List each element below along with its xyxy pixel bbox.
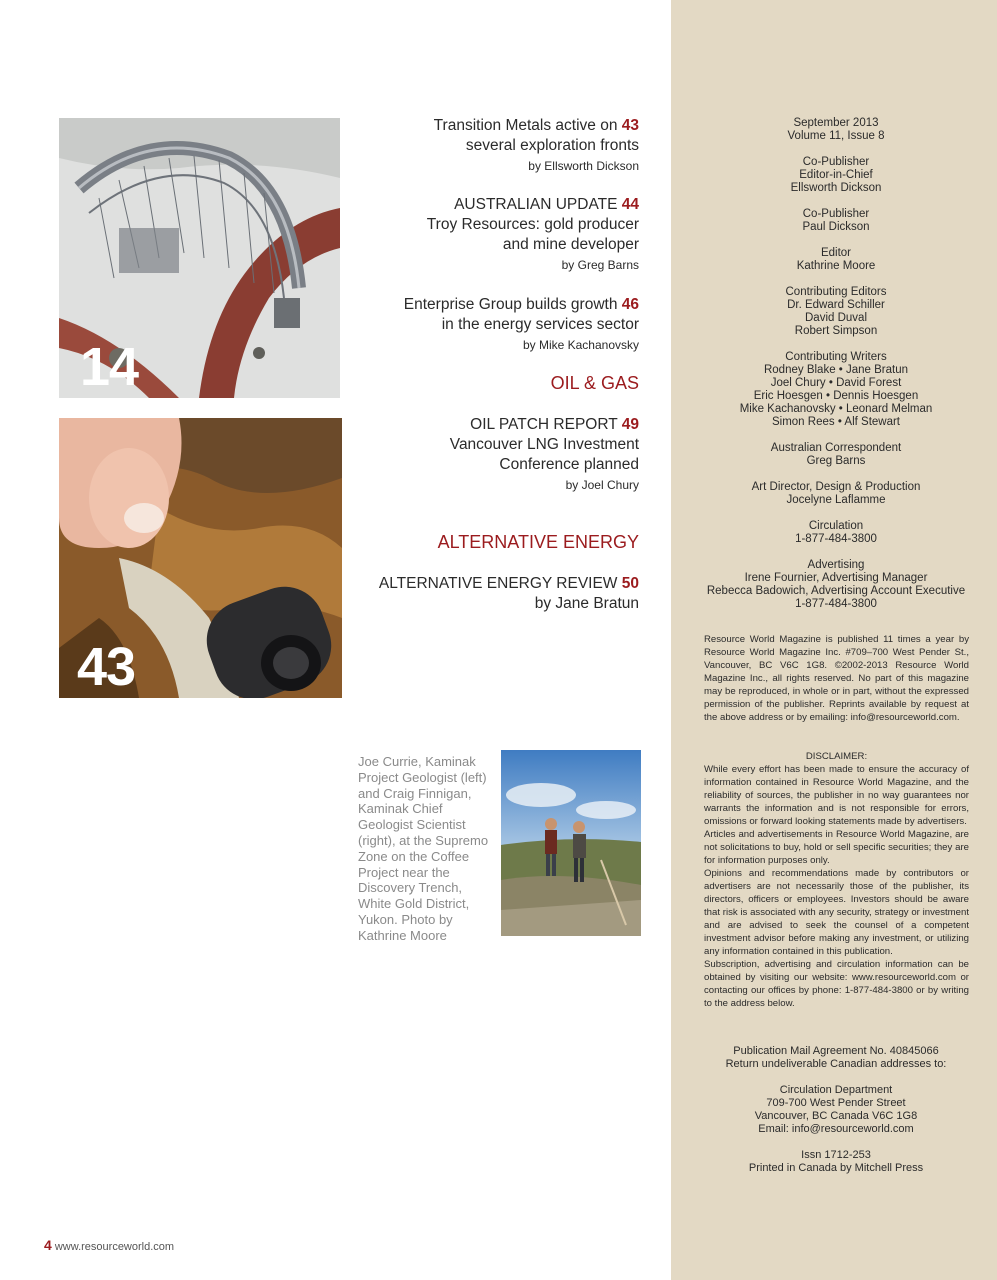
role: Editor-in-Chief [799, 169, 873, 181]
toc-title-text: Transition Metals active on [433, 117, 622, 134]
section-heading-alternative-energy: ALTERNATIVE ENERGY [437, 532, 639, 552]
toc-title [360, 295, 639, 315]
circulation-department-address [700, 1084, 972, 1136]
toc-item-transition-metals[interactable] [360, 116, 639, 174]
role: Co-Publisher [802, 208, 870, 220]
toc-item-enterprise-group[interactable] [360, 295, 639, 353]
masthead-australian-correspondent [700, 442, 972, 468]
printer-credit: Printed in Canada by Mitchell Press [748, 1162, 924, 1174]
toc-byline: by Ellsworth Dickson [528, 159, 639, 173]
person-name: Greg Barns [806, 455, 866, 467]
toc-byline: by Joel Chury [565, 478, 639, 492]
person-names: Eric Hoesgen • Dennis Hoesgen [753, 390, 919, 402]
masthead-contributing-writers [700, 351, 972, 429]
city-address: Vancouver, BC Canada V6C 1G8 [754, 1110, 918, 1122]
cover-photo-caption: Joe Currie, Kaminak Project Geologist (left) and Craig Finnigan, Kaminak Chief Geologist Scientist (right), at the Supremo Zone on the Coffee Project near the Discovery Trench, White Gold District, Yukon. Photo by Kathrine Moore [358, 754, 489, 943]
toc-title-line3: Conference planned [499, 456, 639, 473]
toc-page-number: 43 [621, 117, 639, 134]
person-name: Paul Dickson [802, 221, 870, 233]
person-names: Simon Rees • Alf Stewart [771, 416, 901, 428]
toc-page-number: 44 [621, 196, 639, 213]
role: Contributing Writers [785, 351, 887, 363]
person-name: Robert Simpson [794, 325, 878, 337]
page-footer [44, 1237, 174, 1253]
toc-item-alternative-energy-review[interactable] [360, 574, 639, 614]
disclaimer-paragraph: Subscription, advertising and circulation information can be obtained by visiting our website: www.resourceworld.com or contacting our offices by phone: 1-877-484-3800 or by writing to the address below. [704, 959, 969, 1009]
masthead-copublisher-1 [700, 156, 972, 195]
role: Australian Correspondent [770, 442, 902, 454]
publishing-info [704, 633, 969, 724]
disclaimer-heading: DISCLAIMER: [805, 751, 868, 762]
toc-item-australian-update[interactable] [360, 195, 639, 273]
disclaimer-paragraph: Articles and advertisements in Resource World Magazine, are not solicitations to buy, hold or sell specific securities; they are for information purposes only. [704, 829, 969, 866]
toc-item-oil-patch-report[interactable] [360, 415, 639, 493]
toc-byline: by Greg Barns [561, 258, 639, 272]
toc-title-line2: by Jane Bratun [534, 595, 639, 612]
return-address-note: Return undeliverable Canadian addresses to: [725, 1058, 947, 1070]
toc-title [360, 574, 639, 594]
toc-title-line2: Troy Resources: gold producer [426, 216, 639, 233]
role: Art Director, Design & Production [751, 481, 921, 493]
masthead-contributing-editors [700, 286, 972, 338]
masthead-copublisher-2 [700, 208, 972, 234]
photo-geologists [501, 750, 641, 936]
person-name: Kathrine Moore [796, 260, 876, 272]
section-heading-oil-gas: OIL & GAS [550, 373, 639, 393]
toc-title-text: Enterprise Group builds growth [403, 296, 622, 313]
street-address: 709-700 West Pender Street [766, 1097, 906, 1109]
toc-page-number: 50 [621, 575, 639, 592]
person-names: Joel Chury • David Forest [770, 377, 902, 389]
toc-page-number: 49 [621, 416, 639, 433]
issue-volume: Volume 11, Issue 8 [787, 130, 885, 142]
person-name: Jocelyne Laflamme [786, 494, 886, 506]
masthead-issue [700, 117, 972, 143]
publishing-statement: Resource World Magazine is published 11 times a year by Resource World Magazine Inc. #709–700 West Pender St., Vancouver, BC V6C 1G8. ©2002-2013 Resource World Magazine Inc., all rights reserved. No part of this magazine may be reproduced, in whole or in part, without the expressed permission of the publisher. Reprints available by request at the above address or by emailing: info@resourceworld.com. [704, 634, 969, 723]
masthead [700, 117, 972, 624]
mail-agreement [700, 1045, 972, 1071]
role: Advertising [807, 559, 865, 571]
toc-title-line2: Vancouver LNG Investment [449, 436, 639, 453]
geologists-image [501, 750, 641, 936]
photo2-page-number: 43 [77, 637, 136, 697]
person-name: Dr. Edward Schiller [787, 299, 885, 311]
toc-title [360, 116, 639, 136]
role: Co-Publisher [802, 156, 870, 168]
disclaimer-paragraph: Opinions and recommendations made by contributors or advertisers are not necessarily those of the publisher, its directors, officers or employees. Investors should be aware that risk is associated with any security, strategy or investment and are advised to seek the counsel of a competent investment advisor before making any investment, or utilizing any information contained in this publication. [704, 868, 969, 957]
person-name: Rebecca Badowich, Advertising Account Executive [706, 585, 966, 597]
toc-title-text: OIL PATCH REPORT [470, 416, 622, 433]
issn-number: Issn 1712-253 [801, 1149, 871, 1161]
toc-title-text: AUSTRALIAN UPDATE [454, 196, 622, 213]
person-names: Rodney Blake • Jane Bratun [763, 364, 909, 376]
person-name: Irene Fournier, Advertising Manager [744, 572, 928, 584]
disclaimer [704, 750, 969, 1010]
toc-title [360, 415, 639, 435]
role: Contributing Editors [785, 286, 887, 298]
toc-title-line3: and mine developer [502, 236, 639, 253]
disclaimer-paragraph: While every effort has been made to ensure the accuracy of information contained in Resource World Magazine, and the reliability of sources, the publisher in no way guarantees nor warrants the information and is not responsible for errors, omissions or forward looking statements made by advertisers. [704, 764, 969, 827]
folio-page-number: 4 [44, 1237, 52, 1253]
role: Circulation [808, 520, 864, 532]
toc-page-number: 46 [621, 296, 639, 313]
masthead-editor [700, 247, 972, 273]
toc-title [360, 195, 639, 215]
role: Editor [820, 247, 852, 259]
website-link[interactable]: www.resourceworld.com [54, 1241, 175, 1253]
masthead-advertising [700, 559, 972, 611]
phone-number: 1-877-484-3800 [795, 598, 877, 610]
issue-date: September 2013 [793, 117, 879, 129]
person-name: Ellsworth Dickson [790, 182, 882, 194]
contact-email[interactable]: Email: info@resourceworld.com [758, 1123, 914, 1135]
masthead-art-director [700, 481, 972, 507]
person-name: David Duval [805, 312, 867, 324]
masthead-circulation [700, 520, 972, 546]
toc-title-line2: several exploration fronts [465, 137, 639, 154]
mail-agreement-number: Publication Mail Agreement No. 40845066 [733, 1045, 939, 1057]
person-names: Mike Kachanovsky • Leonard Melman [739, 403, 933, 415]
issn-info [700, 1149, 972, 1175]
toc-title-text: ALTERNATIVE ENERGY REVIEW [378, 575, 622, 592]
toc-title-line2: in the energy services sector [441, 316, 639, 333]
phone-number: 1-877-484-3800 [795, 533, 877, 545]
department-name: Circulation Department [779, 1084, 893, 1096]
toc-byline: by Mike Kachanovsky [522, 338, 639, 352]
mailing-info [700, 1045, 972, 1188]
photo1-page-number: 14 [80, 337, 139, 397]
